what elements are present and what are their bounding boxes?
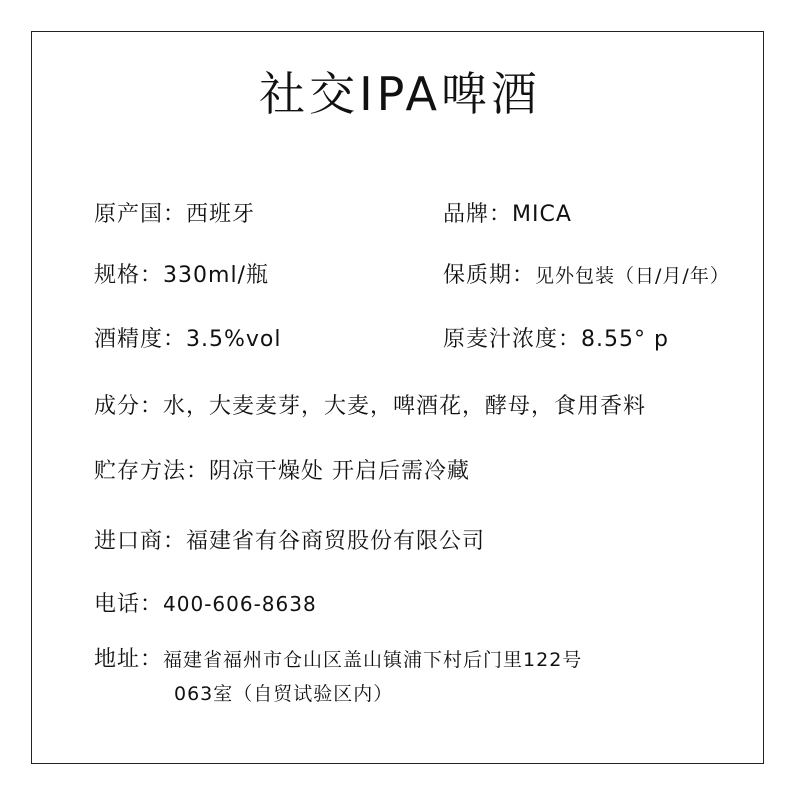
ingredients-label: 成分： xyxy=(94,394,164,419)
alcohol-value: 3.5%vol xyxy=(186,327,282,352)
ingredients-row xyxy=(94,392,646,422)
origin-value: 西班牙 xyxy=(186,202,256,227)
spec-label: 规格： xyxy=(94,263,164,288)
spec-row xyxy=(94,261,269,291)
address-row xyxy=(94,645,582,675)
shelf-life-label: 保质期： xyxy=(443,263,536,288)
wort-row xyxy=(443,325,669,355)
address-line2: 063室（自贸试验区内） xyxy=(174,683,394,705)
phone-value: 400-606-8638 xyxy=(163,592,317,616)
ingredients-value: 水，大麦麦芽，大麦，啤酒花，酵母，食用香料 xyxy=(163,394,647,419)
brand-row xyxy=(443,200,572,230)
alcohol-label: 酒精度： xyxy=(94,327,187,352)
address-label: 地址： xyxy=(94,647,164,672)
product-title: 社交IPA啤酒 xyxy=(259,67,541,121)
importer-row xyxy=(94,527,485,557)
brand-label: 品牌： xyxy=(443,202,513,227)
storage-row xyxy=(94,457,470,487)
address-line1: 福建省福州市仓山区盖山镇浦下村后门里122号 xyxy=(163,649,583,671)
wort-value: 8.55° p xyxy=(581,327,669,352)
storage-label: 贮存方法： xyxy=(94,459,210,484)
wort-label: 原麦汁浓度： xyxy=(443,327,582,352)
origin-row xyxy=(94,200,255,230)
alcohol-row xyxy=(94,325,282,355)
importer-label: 进口商： xyxy=(94,529,187,554)
phone-label: 电话： xyxy=(94,592,164,617)
origin-label: 原产国： xyxy=(94,202,187,227)
storage-value: 阴凉干燥处 开启后需冷藏 xyxy=(209,459,471,484)
shelf-life-value: 见外包装（日/月/年） xyxy=(535,265,730,287)
spec-value: 330ml/瓶 xyxy=(163,263,269,288)
phone-row xyxy=(94,589,317,620)
brand-value: MICA xyxy=(512,202,572,227)
importer-value: 福建省有谷商贸股份有限公司 xyxy=(186,529,486,554)
shelf-life-row xyxy=(443,261,730,291)
